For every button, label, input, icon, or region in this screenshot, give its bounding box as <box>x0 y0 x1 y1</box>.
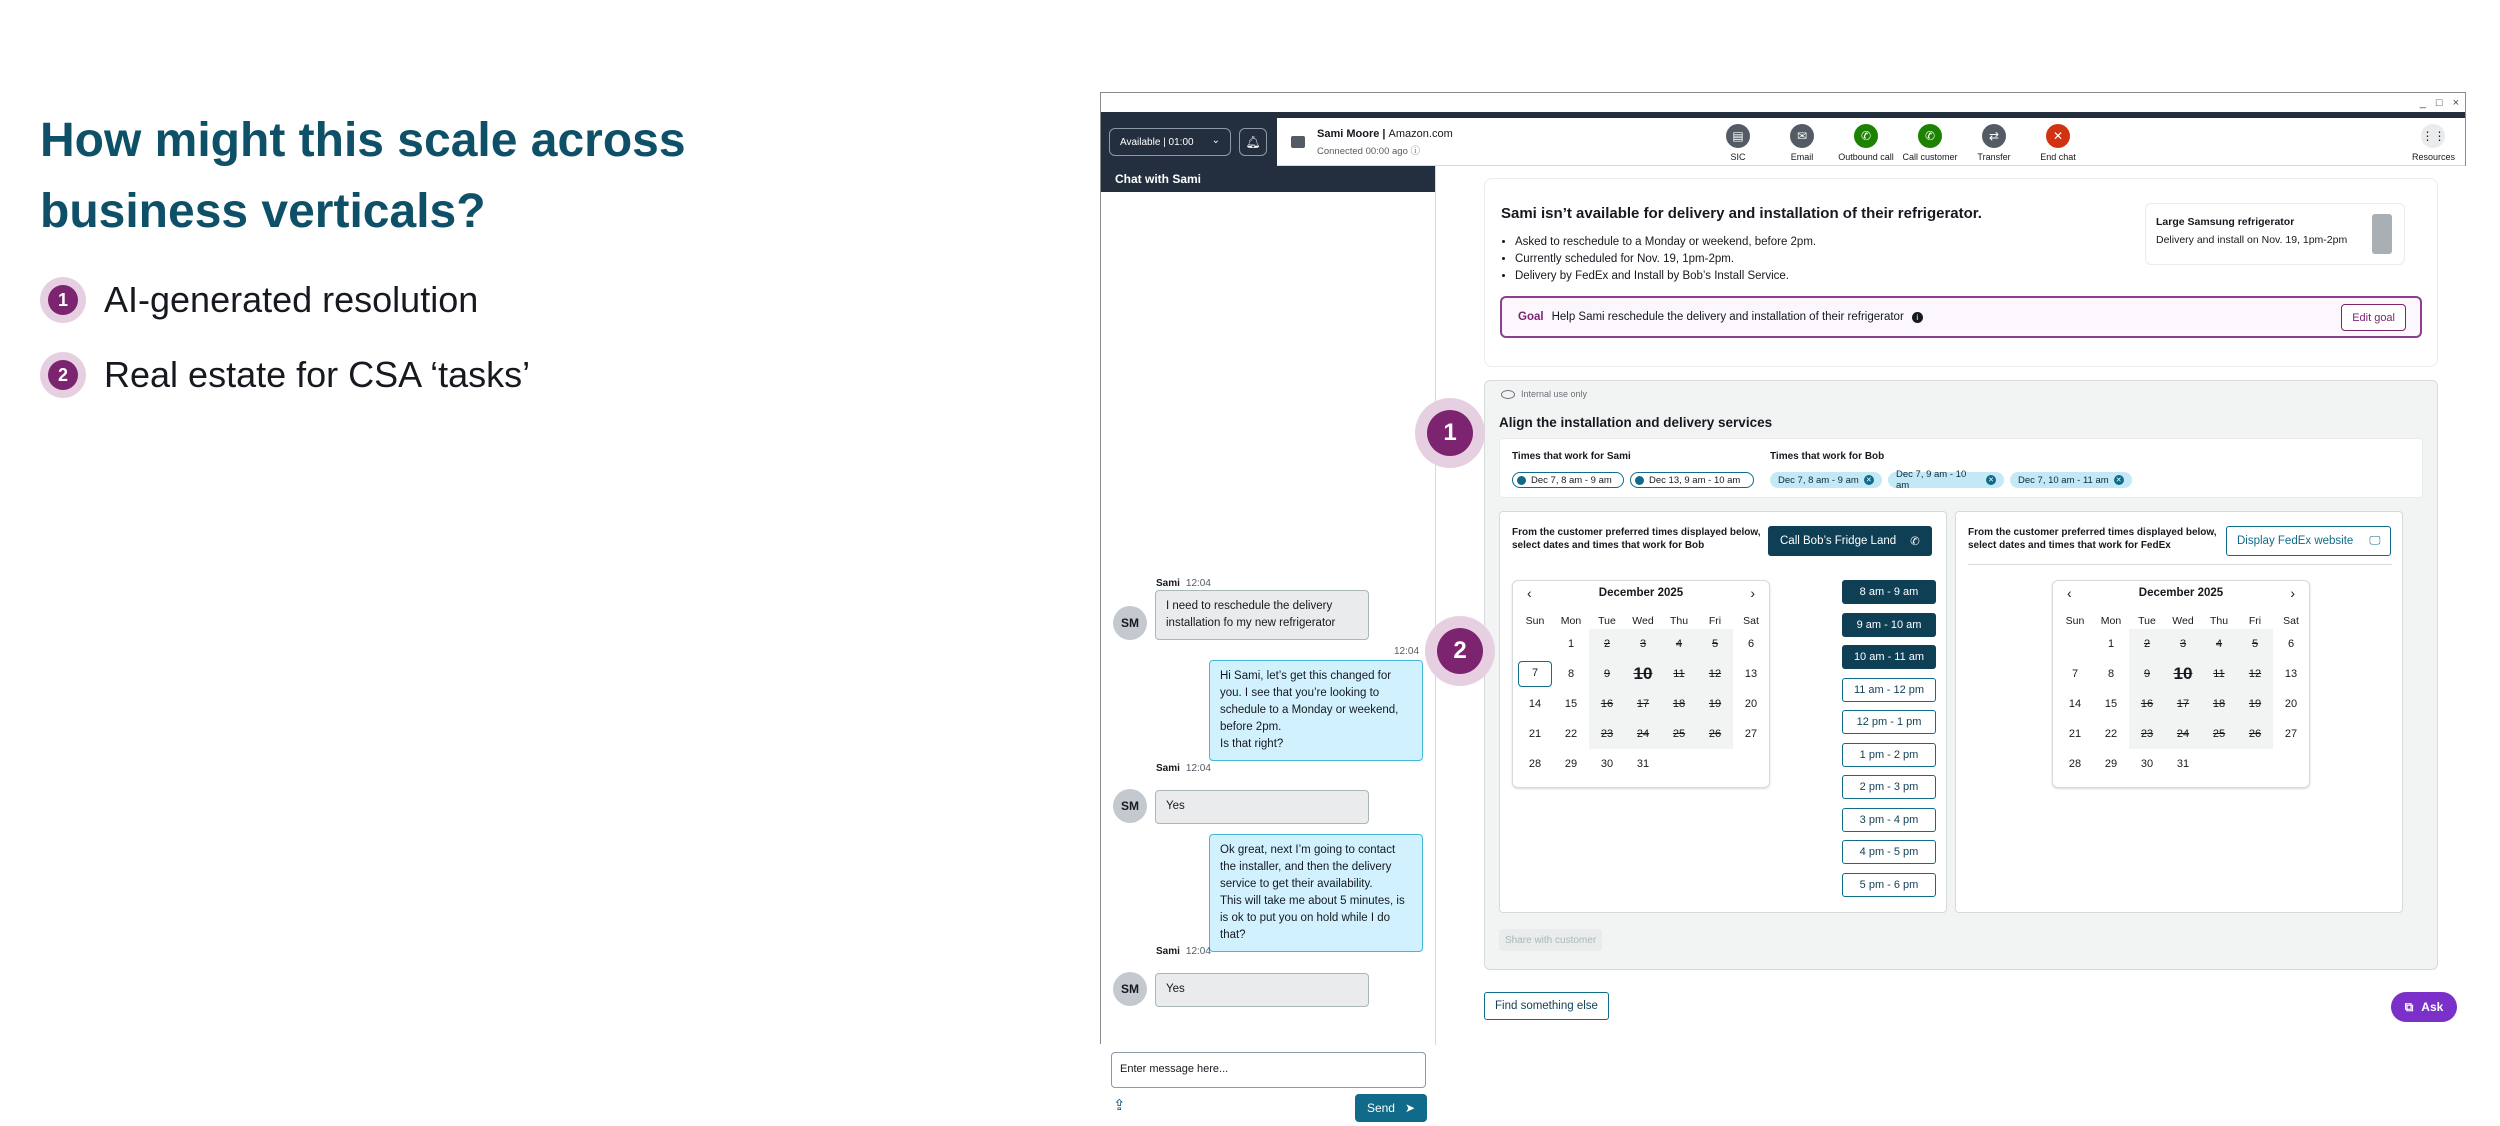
phone-icon: ✆ <box>1910 536 1920 548</box>
agent-status-label: Available | 01:00 <box>1120 136 1194 148</box>
maximize-icon[interactable]: □ <box>2435 96 2443 109</box>
calendar-day[interactable]: 15 <box>1564 698 1578 710</box>
calendar-day: 12 <box>1697 659 1733 689</box>
time-slot-button[interactable]: 9 am - 10 am <box>1842 613 1936 637</box>
contact-connected-time: Connected 00:00 ago ⓘ <box>1317 145 1421 157</box>
calendar-day: 12 <box>2237 659 2273 689</box>
calendar-day: 17 <box>1625 689 1661 719</box>
weekday-label: Mon <box>1560 615 1582 627</box>
product-schedule: Delivery and install on Nov. 19, 1pm-2pm <box>2156 234 2348 246</box>
remove-icon: ✕ <box>2114 475 2124 485</box>
calendar-day[interactable]: 13 <box>2284 668 2298 680</box>
transfer-button[interactable] <box>1962 124 2026 162</box>
chevron-right-icon[interactable]: › <box>2290 585 2295 601</box>
weekday-label: Wed <box>2172 615 2194 627</box>
time-slots <box>1842 580 1936 905</box>
calendar-day[interactable]: 15 <box>2104 698 2118 710</box>
goal-text: Help Sami reschedule the delivery and installation of their refrigerator <box>1551 311 1904 323</box>
calendar-day[interactable]: 7 <box>1517 659 1553 689</box>
product-card <box>2145 203 2405 265</box>
sic-icon: ▤ <box>1726 124 1750 148</box>
chevron-left-icon[interactable]: ‹ <box>1527 585 1532 601</box>
calendar-day[interactable]: 21 <box>1528 728 1542 740</box>
main-content <box>1436 166 2467 1045</box>
chevron-down-icon: ⌄ <box>1211 135 1220 146</box>
calendar-day[interactable]: 8 <box>1567 668 1575 680</box>
calendar-day: 2 <box>1589 629 1625 659</box>
callout-marker-1: 1 <box>1415 398 1485 468</box>
ask-icon: ⧉ <box>2404 999 2414 1014</box>
calendar-day[interactable]: 13 <box>1744 668 1758 680</box>
info-icon: ⓘ <box>1410 145 1421 157</box>
bullet-real-estate <box>40 352 530 398</box>
weekday-label: Wed <box>1632 615 1654 627</box>
slide-title: How might this scale across business verticals? <box>40 114 686 238</box>
contact-actions <box>1706 124 2090 162</box>
refrigerator-image <box>2372 214 2392 254</box>
window-titlebar <box>1101 93 2465 112</box>
share-with-customer-button[interactable]: Share with customer <box>1499 929 1602 951</box>
calendar-day[interactable]: 31 <box>1636 758 1650 770</box>
time-slot-button[interactable]: 1 pm - 2 pm <box>1842 743 1936 767</box>
edit-goal-button[interactable]: Edit goal <box>2341 304 2406 331</box>
issue-title: Sami isn’t available for delivery and installation of their refrigerator. <box>1501 205 1982 222</box>
weekday-label: Tue <box>1598 615 1616 627</box>
issue-details: • Asked to reschedule to a Monday or weekend, before 2pm. • Currently scheduled for Nov. 19, 1pm-2pm. • Delivery by FedEx and Install by Bob’s Install Service. <box>1515 234 1816 285</box>
time-slot-button[interactable]: 11 am - 12 pm <box>1842 678 1936 702</box>
task-title: Align the installation and delivery services <box>1499 415 1773 430</box>
calendar-day: 11 <box>1661 659 1697 689</box>
call-bob-button[interactable]: Call Bob’s Fridge Land ✆ <box>1768 526 1932 556</box>
weekday-label: Sat <box>1743 615 1759 627</box>
calendar-day: 18 <box>2201 689 2237 719</box>
customer-message: Yes <box>1155 790 1369 824</box>
email-button[interactable] <box>1770 124 1834 162</box>
bullet-text: AI-generated resolution <box>104 279 479 320</box>
calendar-day: 16 <box>2129 689 2165 719</box>
calendar-day: 5 <box>1697 629 1733 659</box>
sic-button[interactable] <box>1706 124 1770 162</box>
calendar-day[interactable]: 1 <box>2107 638 2115 650</box>
agent-status-dropdown[interactable] <box>1109 128 1231 156</box>
calendar-day[interactable]: 21 <box>2068 728 2082 740</box>
remove-icon: ✕ <box>1864 475 1874 485</box>
product-title: Large Samsung refrigerator <box>2156 216 2295 228</box>
weekday-label: Fri <box>2248 615 2262 627</box>
grid-icon: ⋮⋮ <box>2421 124 2445 148</box>
sami-time-chip[interactable]: Dec 13, 9 am - 10 am <box>1630 472 1754 488</box>
send-icon: ➤ <box>1404 1101 1416 1115</box>
divider <box>1968 564 2392 565</box>
message-meta: Sami 12:04 <box>1156 763 1211 774</box>
chat-panel <box>1101 166 1436 1115</box>
transfer-icon: ⇄ <box>1982 124 2006 148</box>
message-input[interactable]: Enter message here... <box>1111 1052 1426 1088</box>
bob-time-chip[interactable]: Dec 7, 9 am - 10 am ✕ <box>1888 472 2004 488</box>
time-slot-button[interactable]: 2 pm - 3 pm <box>1842 775 1936 799</box>
calendar-day[interactable]: 30 <box>2140 758 2154 770</box>
available-times <box>1499 438 2423 498</box>
bullet-number-badge: 2 <box>40 352 86 398</box>
call-customer-icon: ✆ <box>1918 124 1942 148</box>
calendar-day[interactable]: 7 <box>2071 668 2079 680</box>
calendar-day[interactable]: 14 <box>1528 698 1542 710</box>
calendar-day[interactable]: 29 <box>2104 758 2118 770</box>
calendar-day: 4 <box>2201 629 2237 659</box>
eye-icon <box>1501 390 1515 399</box>
action-label: End chat <box>2040 152 2076 162</box>
message-time: 12:04 <box>1394 646 1420 657</box>
outbound-call-button[interactable] <box>1834 124 1898 162</box>
weekday-label: Thu <box>2209 615 2229 627</box>
find-something-else-button[interactable]: Find something else <box>1484 992 1609 1020</box>
weekday-label: Mon <box>2100 615 2122 627</box>
issue-summary-card <box>1484 178 2438 367</box>
chat-icon <box>1291 136 1305 148</box>
calendar-day: 9 <box>1589 659 1625 689</box>
bob-time-chip[interactable]: Dec 7, 8 am - 9 am ✕ <box>1770 472 1882 488</box>
calendar-day: 3 <box>2165 629 2201 659</box>
email-icon: ✉ <box>1790 124 1814 148</box>
calendar-day: 23 <box>1589 719 1625 749</box>
calendar-day[interactable]: 28 <box>1528 758 1542 770</box>
calendar-day: 4 <box>1661 629 1697 659</box>
notification-bell-icon[interactable]: 🔔︎ <box>1239 128 1267 156</box>
info-icon[interactable]: i <box>1912 312 1923 323</box>
time-slot-button[interactable]: 3 pm - 4 pm <box>1842 808 1936 832</box>
bullet-ai-resolution <box>40 277 478 323</box>
call-customer-button[interactable] <box>1898 124 1962 162</box>
sami-time-chip[interactable]: Dec 7, 8 am - 9 am <box>1512 472 1624 488</box>
calendar-day: 19 <box>1697 689 1733 719</box>
calendar-day: 5 <box>2237 629 2273 659</box>
avatar: SM <box>1113 972 1147 1006</box>
action-label: Outbound call <box>1838 152 1894 162</box>
calendar-day: 25 <box>2201 719 2237 749</box>
calendar-day: 17 <box>2165 689 2201 719</box>
time-slot-button[interactable]: 5 pm - 6 pm <box>1842 873 1936 897</box>
display-fedex-button[interactable]: Display FedEx website 🖵︎ <box>2226 526 2391 556</box>
customer-message: Yes <box>1155 973 1369 1007</box>
bob-calendar <box>1512 580 1770 788</box>
send-button[interactable]: Send ➤ <box>1355 1094 1427 1122</box>
avatar: SM <box>1113 789 1147 823</box>
calendar-month: December 2025 <box>1598 587 1684 599</box>
time-slot-button[interactable]: 8 am - 9 am <box>1842 580 1936 604</box>
close-icon[interactable]: × <box>2452 96 2459 109</box>
resources-button[interactable] <box>2412 124 2455 162</box>
calendar-day: 2 <box>2129 629 2165 659</box>
calendar-day: 9 <box>2129 659 2165 689</box>
calendar-day: 11 <box>2201 659 2237 689</box>
agent-message: Hi Sami, let’s get this changed for you. I see that you’re looking to schedule to a Monday or weekend, before 2pm. Is that right? <box>1209 660 1423 761</box>
agent-workspace-window <box>1100 92 2466 1115</box>
calendar-day: 26 <box>1697 719 1733 749</box>
upload-icon[interactable]: ⇪ <box>1113 1097 1126 1114</box>
chat-header: Chat with Sami <box>1101 166 1435 192</box>
task-section <box>1484 380 2438 970</box>
ask-button[interactable]: ⧉ Ask <box>2391 992 2457 1022</box>
calendar-day: 10 <box>2165 659 2201 689</box>
callout-marker-2: 2 <box>1425 616 1495 686</box>
internal-use-label: Internal use only <box>1501 389 1587 399</box>
calendar-day[interactable]: 20 <box>2284 698 2298 710</box>
calendar-day: 16 <box>1589 689 1625 719</box>
end-chat-icon: ✕ <box>2046 124 2070 148</box>
calendar-day: 26 <box>2237 719 2273 749</box>
calendar-day: 23 <box>2129 719 2165 749</box>
action-label: Email <box>1790 152 1814 162</box>
action-label: SIC <box>1730 152 1746 162</box>
weekday-label: Sat <box>2283 615 2299 627</box>
end-chat-button[interactable] <box>2026 124 2090 162</box>
calendar-day: 18 <box>1661 689 1697 719</box>
calendar-day: 25 <box>1661 719 1697 749</box>
calendar-day[interactable]: 30 <box>1600 758 1614 770</box>
calendar-day[interactable]: 29 <box>1564 758 1578 770</box>
calendar-day[interactable]: 22 <box>1564 728 1578 740</box>
calendar-day[interactable]: 1 <box>1567 638 1575 650</box>
weekday-label: Fri <box>1708 615 1722 627</box>
outbound-call-icon: ✆ <box>1854 124 1878 148</box>
calendar-day[interactable]: 28 <box>2068 758 2082 770</box>
agent-status-area <box>1101 118 1277 166</box>
calendar-day: 3 <box>1625 629 1661 659</box>
chevron-left-icon[interactable]: ‹ <box>2067 585 2072 601</box>
calendar-day[interactable]: 22 <box>2104 728 2118 740</box>
bob-schedule-panel <box>1499 511 1947 913</box>
calendar-day[interactable]: 27 <box>1744 728 1758 740</box>
fedex-calendar <box>2052 580 2310 788</box>
bullet-number-badge: 1 <box>40 277 86 323</box>
fedex-schedule-panel <box>1955 511 2403 913</box>
calendar-day: 19 <box>2237 689 2273 719</box>
customer-message: I need to reschedule the delivery installation fo my new refrigerator <box>1155 590 1369 640</box>
contact-company: Amazon.com <box>1388 127 1453 140</box>
bob-instructions: From the customer preferred times displayed below, select dates and times that work for Bob <box>1512 527 1761 551</box>
bob-times-label: Times that work for Bob <box>1770 451 1885 462</box>
agent-message: Ok great, next I’m going to contact the installer, and then the delivery service to get their availability. This will take me about 5 minutes, is is ok to put you on hold while I do that? <box>1209 834 1423 952</box>
goal-banner <box>1500 296 2422 338</box>
calendar-day: 24 <box>1625 719 1661 749</box>
weekday-label: Thu <box>1669 615 1689 627</box>
bob-time-chip[interactable]: Dec 7, 10 am - 11 am ✕ <box>2010 472 2132 488</box>
calendar-day[interactable]: 27 <box>2284 728 2298 740</box>
monitor-icon: 🖵︎ <box>2369 534 2381 547</box>
calendar-day[interactable]: 20 <box>1744 698 1758 710</box>
sami-times-label: Times that work for Sami <box>1512 451 1631 462</box>
calendar-day[interactable]: 14 <box>2068 698 2082 710</box>
action-label: Transfer <box>1977 152 2011 162</box>
calendar-day[interactable]: 6 <box>2287 638 2295 650</box>
calendar-day: 10 <box>1625 659 1661 689</box>
calendar-day[interactable]: 6 <box>1747 638 1755 650</box>
bullet-text: Real estate for CSA ‘tasks’ <box>104 354 531 395</box>
time-slot-button[interactable]: 4 pm - 5 pm <box>1842 840 1936 864</box>
goal-label: Goal <box>1518 311 1544 323</box>
action-label: Call customer <box>1902 152 1958 162</box>
contact-name: Sami Moore | Amazon.com <box>1317 127 1453 140</box>
contact-info <box>1277 118 1477 166</box>
resources-label: Resources <box>2411 152 2455 162</box>
minimize-icon[interactable]: _ <box>2419 96 2426 109</box>
avatar: SM <box>1113 606 1147 640</box>
chevron-right-icon[interactable]: › <box>1750 585 1755 601</box>
weekday-label: Tue <box>2138 615 2156 627</box>
calendar-month: December 2025 <box>2138 587 2224 599</box>
fedex-instructions: From the customer preferred times displayed below, select dates and times that work for FedEx <box>1968 527 2217 551</box>
time-slot-button[interactable]: 12 pm - 1 pm <box>1842 710 1936 734</box>
weekday-label: Sun <box>1525 615 1545 627</box>
time-slot-button[interactable]: 10 am - 11 am <box>1842 645 1936 669</box>
calendar-day[interactable]: 31 <box>2176 758 2190 770</box>
message-meta: Sami 12:04 <box>1156 946 1211 957</box>
message-meta: Sami 12:04 <box>1156 578 1211 589</box>
calendar-day: 24 <box>2165 719 2201 749</box>
remove-icon: ✕ <box>1986 475 1996 485</box>
calendar-day[interactable]: 8 <box>2107 668 2115 680</box>
weekday-label: Sun <box>2065 615 2085 627</box>
